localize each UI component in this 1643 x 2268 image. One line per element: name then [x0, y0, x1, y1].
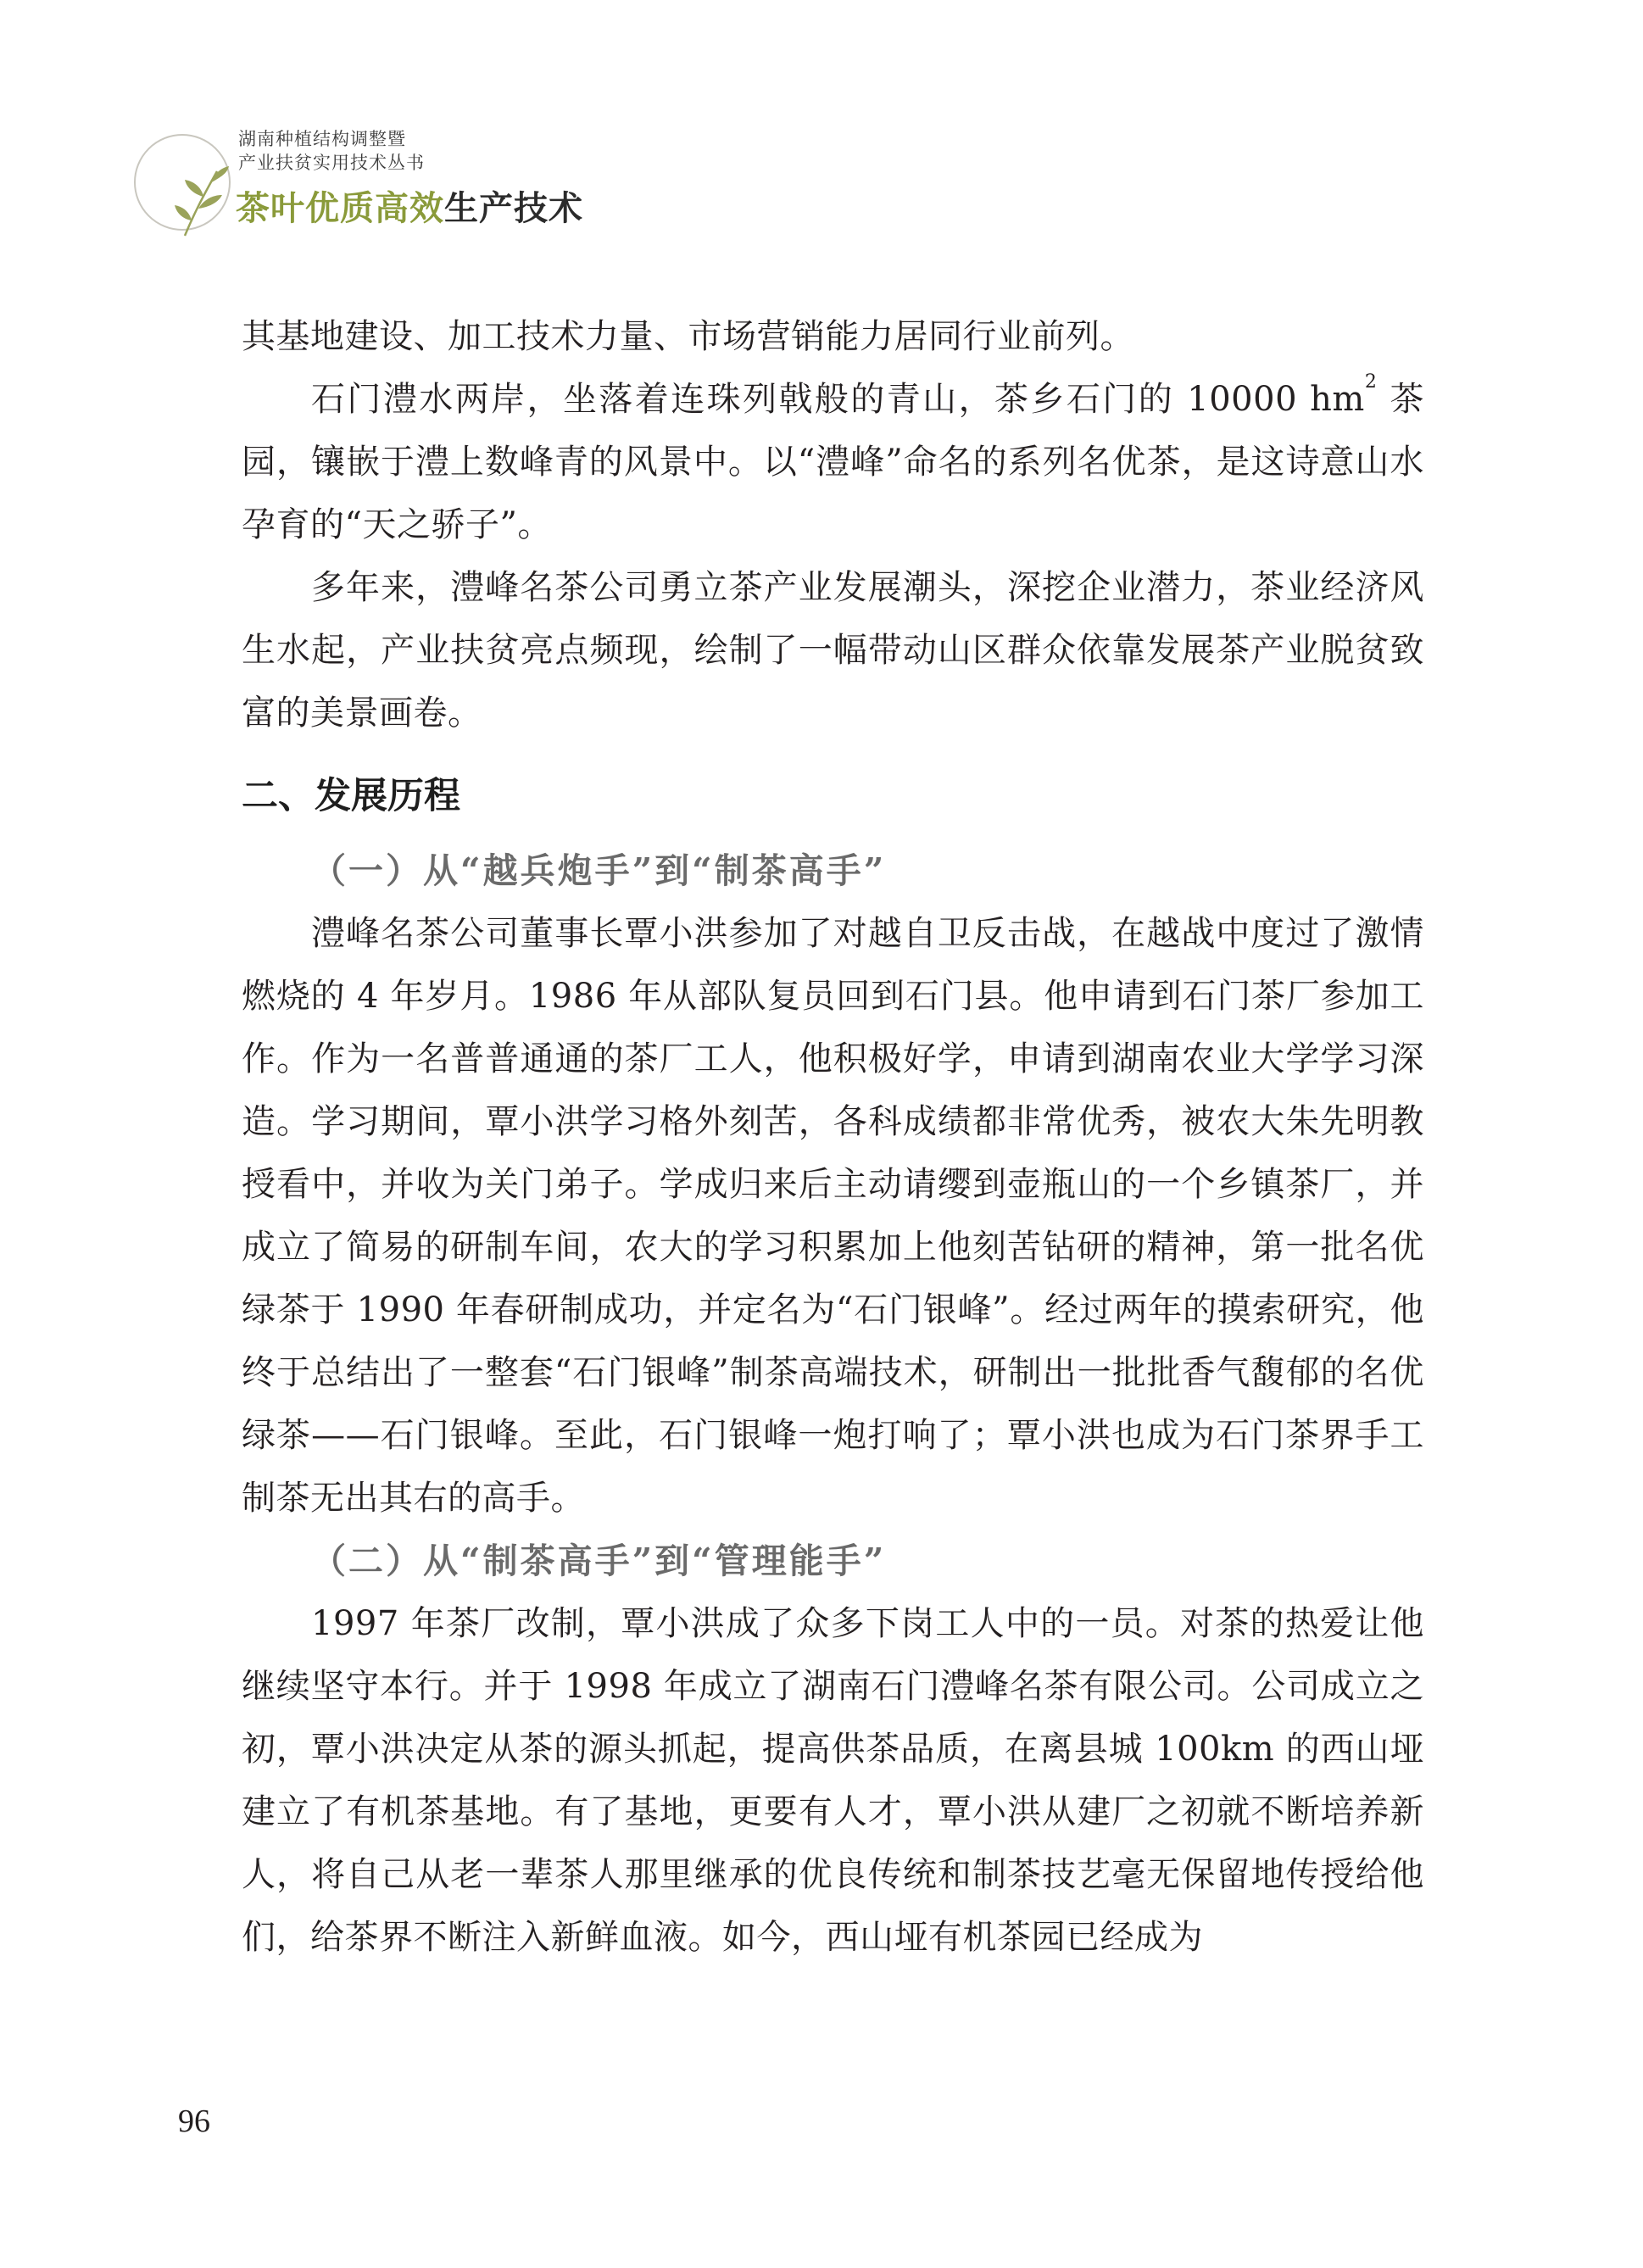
series-title-line-1: 湖南种植结构调整暨 [238, 129, 406, 149]
paragraph-4: 澧峰名茶公司董事长覃小洪参加了对越自卫反击战，在越战中度过了激情燃烧的 4 年岁月。1986 年从部队复员回到石门县。他申请到石门茶厂参加工作。作为一名普普通通的茶厂工人，他积极好学，申请到湖南农业大学学习深造。学习期间，覃小洪学习格外刻苦，各科成绩都非常优秀，被农大朱先明教授看中，并收为关门弟子。学成归来后主动请缨到壶瓶山的一个乡镇茶厂，并成立了简易的研制车间，农大的学习积累加上他刻苦钻研的精神，第一批名优绿茶于 1990 年春研制成功，并定名为“石门银峰”。经过两年的摸索研究，他终于总结出了一整套“石门银峰”制茶高端技术，研制出一批批香气馥郁的名优绿茶——石门银峰。至此，石门银峰一炮打响了；覃小洪也成为石门茶界手工制茶无出其右的高手。 [242, 914, 1424, 1518]
superscript-2: 2 [1364, 371, 1378, 393]
paragraph-1: 其基地建设、加工技术力量、市场营销能力居同行业前列。 [242, 317, 1134, 356]
book-title-green-part: 茶叶优质高效 [236, 189, 444, 228]
book-header [134, 125, 660, 236]
book-title [236, 181, 583, 230]
subheading-2: （二）从“制茶高手”到“管理能手” [311, 1541, 887, 1581]
page-number: 96 [178, 2104, 210, 2139]
paragraph-2-text-a: 石门澧水两岸，坐落着连珠列戟般的青山，茶乡石门的 10000 hm [311, 380, 1365, 419]
book-title-dark-part: 生产技术 [444, 189, 583, 228]
page-body [242, 305, 1424, 1969]
paragraph-3: 多年来，澧峰名茶公司勇立茶产业发展潮头，深挖企业潜力，茶业经济风生水起，产业扶贫亮点频现，绘制了一幅带动山区群众依靠发展茶产业脱贫致富的美景画卷。 [242, 568, 1424, 733]
paragraph-2 [242, 368, 1424, 556]
paragraph-5: 1997 年茶厂改制，覃小洪成了众多下岗工人中的一员。对茶的热爱让他继续坚守本行。并于 1998 年成立了湖南石门澧峰名茶有限公司。公司成立之初，覃小洪决定从茶的源头抓起，提高供茶品质，在离县城 100km 的西山垭建立了有机茶基地。有了基地，更要有人才，覃小洪从建厂之初就不断培养新人，将自己从老一辈茶人那里继承的优良传统和制茶技艺毫无保留地传授给他们，给茶界不断注入新鲜血液。如今，西山垭有机茶园已经成为 [242, 1604, 1424, 1957]
leaf-sprig-icon [173, 164, 232, 237]
section-heading: 二、发展历程 [242, 775, 460, 817]
subheading-1: （一）从“越兵炮手”到“制茶高手” [311, 850, 887, 891]
paragraph-2-text-b: 茶园，镶嵌于澧上数峰青的风景中。以“澧峰”命名的系列名优茶，是这诗意山水孕育的“天之骄子”。 [242, 380, 1424, 544]
series-title-line-2: 产业扶贫实用技术丛书 [238, 153, 425, 173]
